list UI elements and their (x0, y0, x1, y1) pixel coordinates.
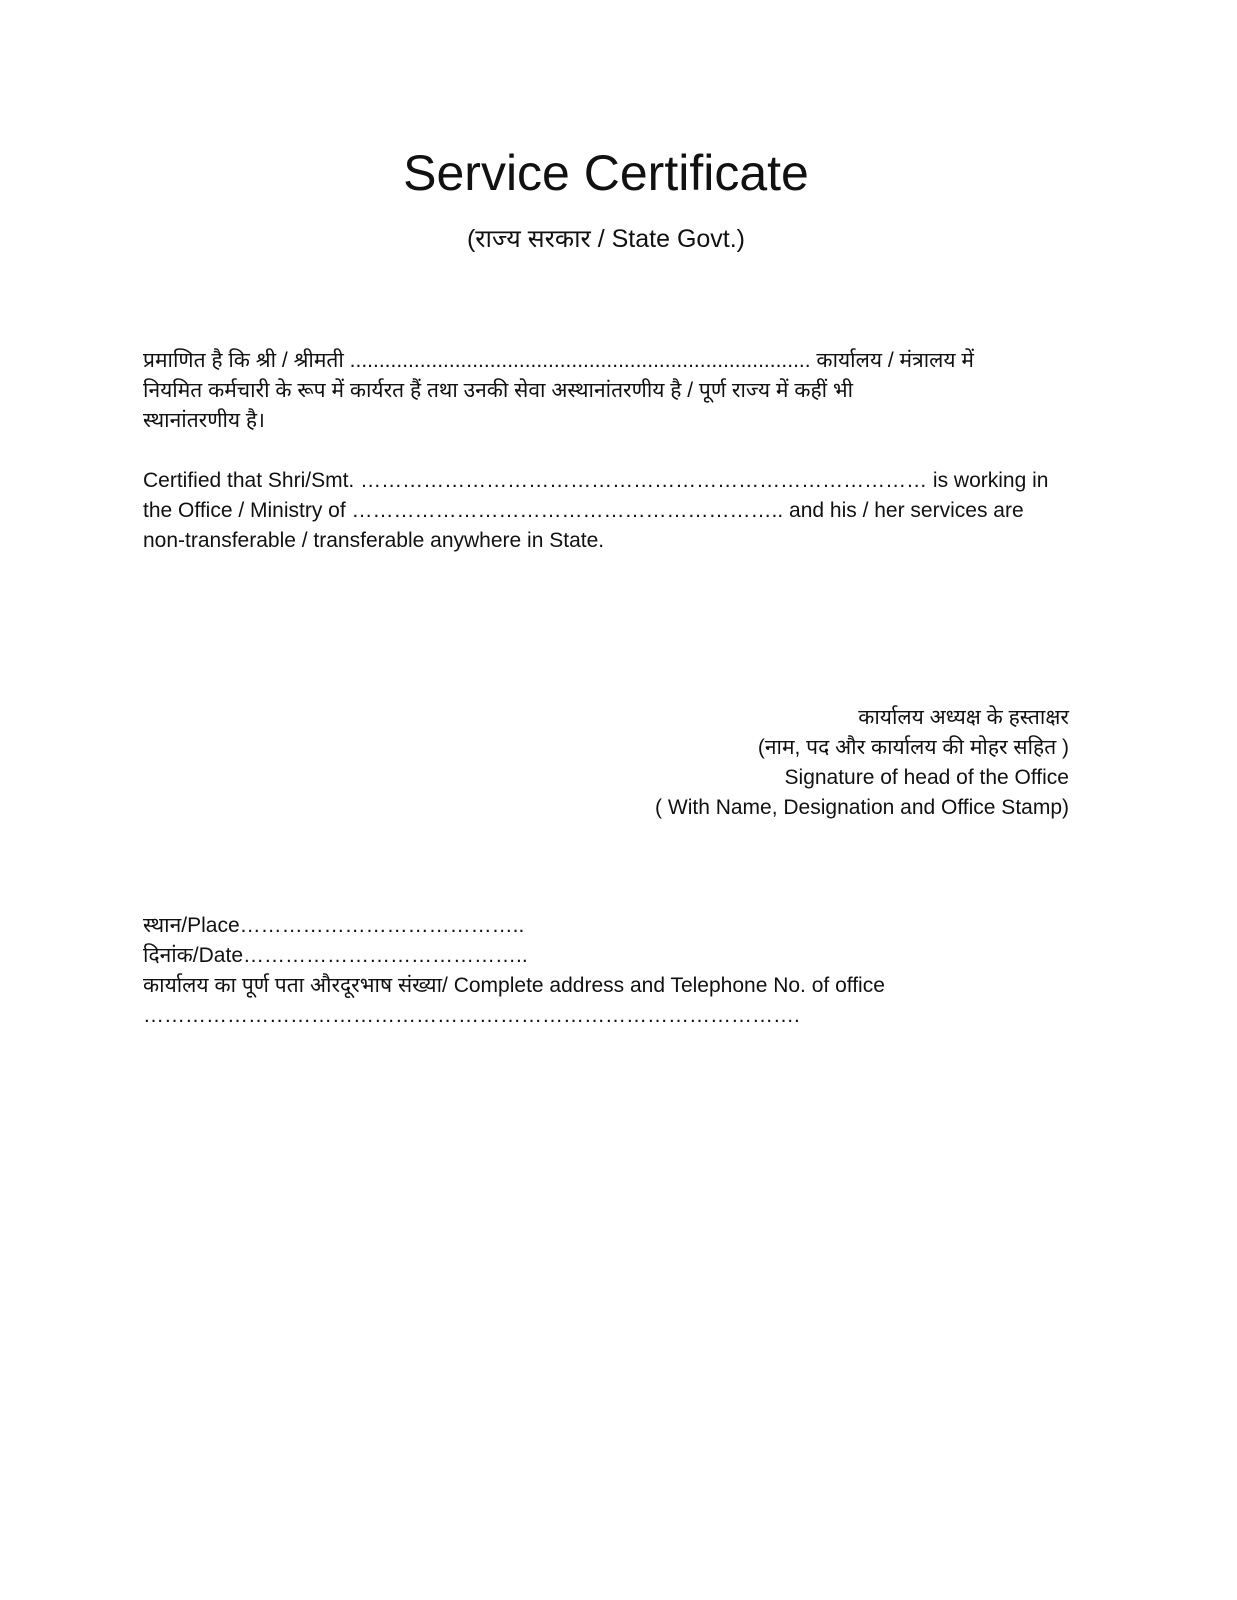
english-line-1: Certified that Shri/Smt. ……………………………………………………………………… is working in (143, 469, 1049, 492)
english-line-2: the Office / Ministry of …………………………………………………….. and his / her services are (143, 499, 1024, 522)
signature-block (655, 703, 1069, 823)
date-field: दिनांक/Date………………………………….. (143, 944, 528, 967)
signature-english-note: ( With Name, Designation and Office Stamp) (655, 796, 1069, 819)
signature-hindi-label: कार्यालय अध्यक्ष के हस्ताक्षर (858, 706, 1069, 729)
document-subtitle: (राज्य सरकार / State Govt.) (466, 225, 746, 253)
hindi-certification-paragraph (143, 346, 1083, 436)
hindi-line-3: स्थानांतरणीय है। (143, 409, 266, 432)
signature-hindi-note: (नाम, पद और कार्यालय की मोहर सहित ) (757, 736, 1069, 759)
hindi-line-2: नियमित कर्मचारी के रूप में कार्यरत हैं तथा उनकी सेवा अस्थानांतरणीय है / पूर्ण राज्य में कहीं भी (143, 379, 854, 402)
place-field: स्थान/Place………………………………….. (143, 914, 525, 937)
address-line: …………………………………………………………………………………. (143, 1004, 800, 1027)
address-label: कार्यालय का पूर्ण पता औरदूरभाष संख्या/ Complete address and Telephone No. of office (143, 974, 885, 997)
signature-english-label: Signature of head of the Office (784, 766, 1069, 789)
english-certification-paragraph (143, 466, 1083, 556)
footer-block (143, 911, 885, 1031)
english-line-3: non-transferable / transferable anywhere in State. (143, 529, 605, 552)
document-title: Service Certificate (403, 145, 809, 201)
hindi-line-1: प्रमाणित है कि श्री / श्रीमती ............................................................................... कार्यालय / मंत्रालय में (143, 349, 974, 372)
